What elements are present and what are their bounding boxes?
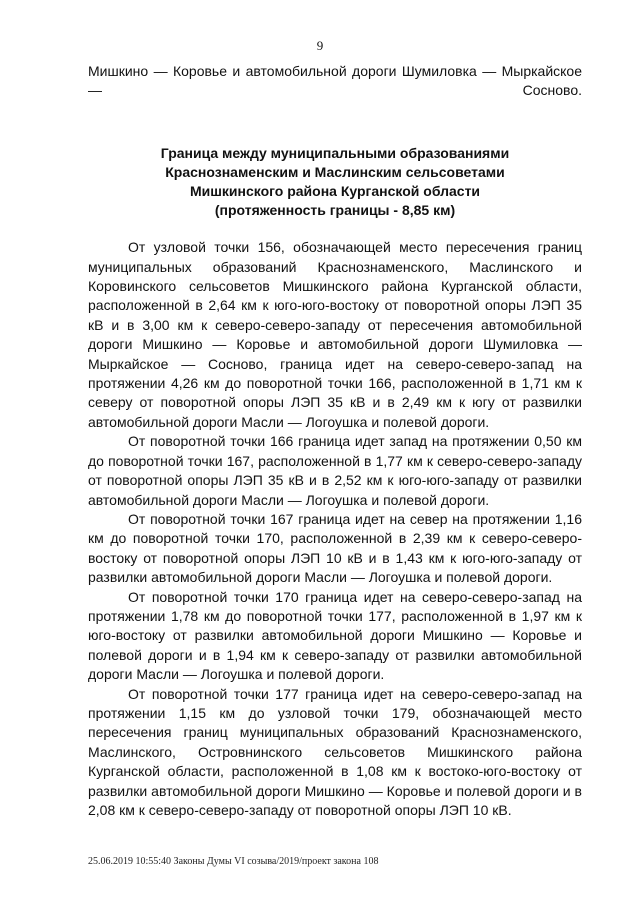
paragraph: От поворотной точки 177 граница идет на северо-северо-запад на протяжении 1,15 км до узловой точки 179, обозначающей место пересечения границ муниципальных образований Краснознаменского, Маслинского, Островнинского сельсоветов Мишкинского района Курганской области, расположенной в 1,08 км к востоко-юго-востоку от развилки автомобильной дороги Мишкино — Коровье и полевой дороги и в 2,08 км к северо-северо-западу от поворотной опоры ЛЭП 10 кВ. (88, 685, 582, 818)
heading-length-line: (протяженность границы - 8,85 км) (214, 202, 456, 219)
footer-file-path: 25.06.2019 10:55:40 Законы Думы VI созыва/2019/проект закона 108 (88, 856, 379, 867)
intro-text: Мишкино — Коровье и автомобильной дороги Шумиловка — Мыркайское — Сосново. (88, 63, 582, 99)
document-body (88, 62, 582, 820)
section-heading (88, 144, 582, 220)
paragraph: От узловой точки 156, обозначающей место пересечения границ муниципальных образований Краснознаменского, Маслинского и Коровинского сельсоветов Мишкинского района Курганской области, расположенной в 2,64 км к юго-юго-востоку от поворотной опоры ЛЭП 35 кВ и в 3,00 км к северо-северо-западу от пересечения автомобильной дороги Мишкино — Коровье и автомобильной дороги Шумиловка — Мыркайское — Сосново, граница идет на северо-северо-запад на протяжении 4,26 км до поворотной точки 166, расположенной в 1,71 км к северу от поворотной опоры ЛЭП 35 кВ и в 2,49 км к югу от развилки автомобильной дороги Масли — Логоушка и полевой дороги. (88, 239, 582, 430)
paragraph: От поворотной точки 170 граница идет на северо-северо-запад на протяжении 1,78 км до поворотной точки 177, расположенной в 1,97 км к юго-востоку от развилки автомобильной дороги Мишкино — Коровье и полевой дороги и в 1,94 км к северо-западу от развилки автомобильной дороги Масли — Логоушка и полевой дороги. (88, 588, 582, 683)
page-number: 9 (316, 38, 324, 53)
heading-line: Граница между муниципальными образованиями (160, 145, 510, 162)
paragraph: От поворотной точки 167 граница идет на север на протяжении 1,16 км до поворотной точки 170, расположенной в 2,39 км к северо-северо-востоку от поворотной опоры ЛЭП 10 кВ и в 1,43 км к юго-юго-западу от развилки автомобильной дороги Масли — Логоушка и полевой дороги. (88, 510, 582, 586)
heading-line: Краснознаменским и Маслинским сельсоветами (165, 164, 505, 181)
paragraph: От поворотной точки 166 граница идет запад на протяжении 0,50 км до поворотной точки 167, расположенной в 1,77 км к северо-северо-западу от поворотной опоры ЛЭП 35 кВ и в 2,52 км к юго-юго-западу от развилки автомобильной дороги Масли — Логоушка и полевой дороги. (88, 433, 582, 508)
heading-line: Мишкинского района Курганской области (189, 183, 481, 200)
